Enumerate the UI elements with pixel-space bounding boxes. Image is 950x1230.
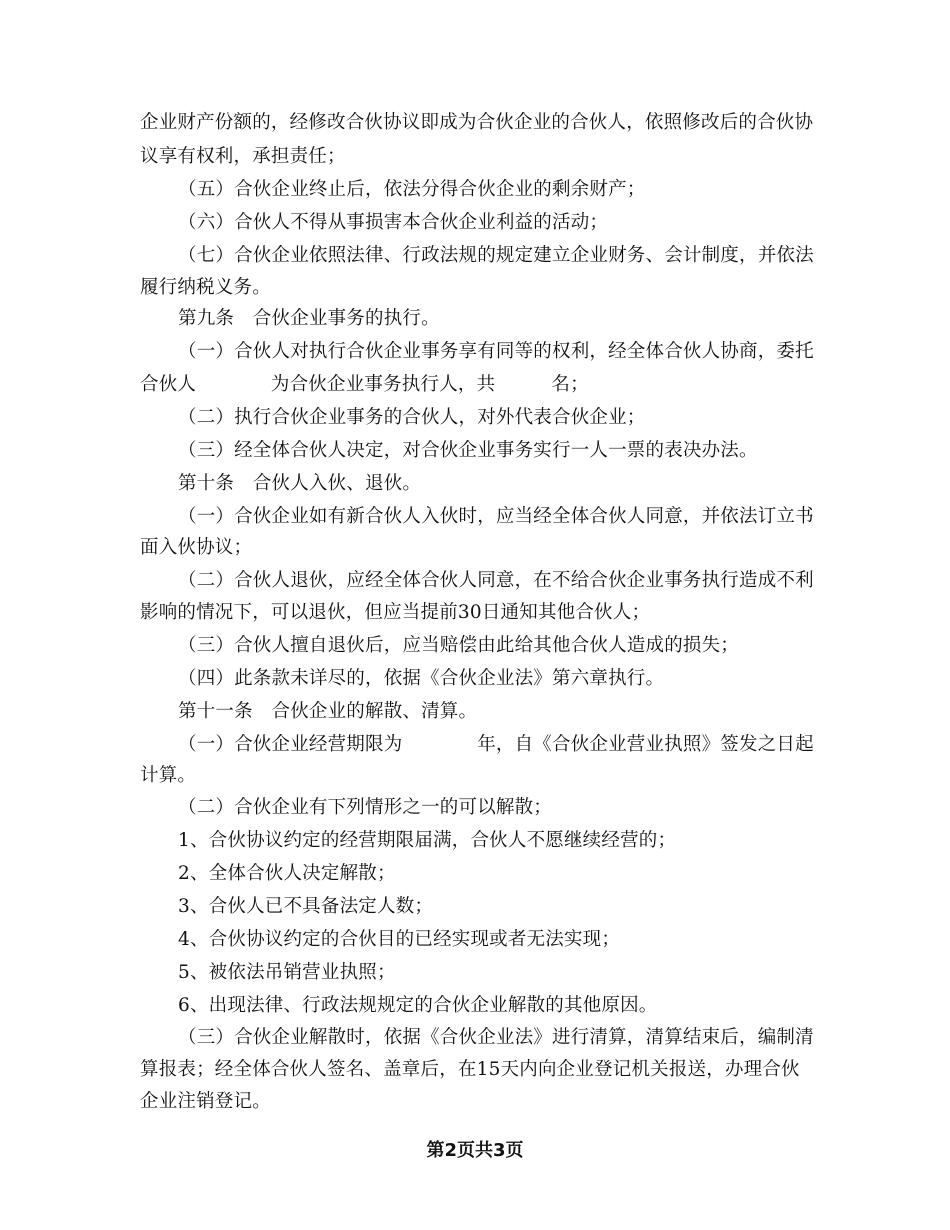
list-item: 4、合伙协议约定的合伙目的已经实现或者无法实现； xyxy=(178,929,621,950)
paragraph-line: 影响的情况下，可以退伙，但应当提前30日通知其他合伙人； xyxy=(140,602,651,623)
paragraph-line: （六）合伙人不得从事损害本合伙企业利益的活动； xyxy=(178,212,609,233)
paragraph-line: （七）合伙企业依照法律、行政法规的规定建立企业财务、会计制度，并依法 xyxy=(178,245,814,266)
paragraph-line: （一）合伙企业如有新合伙人入伙时，应当经全体合伙人同意，并依法订立书 xyxy=(178,506,814,527)
paragraph-line: 面入伙协议； xyxy=(140,537,253,558)
paragraph-line: 合伙人 为合伙企业事务执行人，共 名； xyxy=(140,374,589,395)
paragraph-line: （三）经全体合伙人决定，对合伙企业事务实行一人一票的表决办法。 xyxy=(178,440,758,461)
page-number-footer: 第2页共3页 xyxy=(426,1140,524,1161)
paragraph-line: 计算。 xyxy=(140,765,197,786)
paragraph-line: （四）此条款未详尽的，依据《合伙企业法》第六章执行。 xyxy=(178,668,665,689)
section-heading-9: 第九条 合伙企业事务的执行。 xyxy=(178,308,440,329)
list-item: 2、全体合伙人决定解散； xyxy=(178,863,396,884)
paragraph-line: （五）合伙企业终止后，依法分得合伙企业的剩余财产； xyxy=(178,179,646,200)
list-item: 6、出现法律、行政法规规定的合伙企业解散的其他原因。 xyxy=(178,995,658,1016)
paragraph-line: 履行纳税义务。 xyxy=(140,277,271,298)
paragraph-line: （三）合伙企业解散时，依据《合伙企业法》进行清算，清算结束后，编制清 xyxy=(178,1027,814,1048)
section-heading-10: 第十条 合伙人入伙、退伙。 xyxy=(178,473,422,494)
paragraph-line: （二）合伙企业有下列情形之一的可以解散； xyxy=(178,797,553,818)
paragraph-line: 议享有权利，承担责任； xyxy=(140,146,346,167)
paragraph-line: 企业财产份额的，经修改合伙协议即成为合伙企业的合伙人，依照修改后的合伙协 xyxy=(140,112,814,133)
paragraph-line: （一）合伙人对执行合伙企业事务享有同等的权利，经全体合伙人协商，委托 xyxy=(178,341,814,362)
paragraph-line: （一）合伙企业经营期限为 年，自《合伙企业营业执照》签发之日起 xyxy=(178,734,814,755)
list-item: 5、被依法吊销营业执照； xyxy=(178,962,396,983)
paragraph-line: 算报表；经全体合伙人签名、盖章后，在15天内向企业登记机关报送，办理合伙 xyxy=(140,1059,800,1080)
paragraph-line: （三）合伙人擅自退伙后，应当赔偿由此给其他合伙人造成的损失； xyxy=(178,635,740,656)
paragraph-line: （二）合伙人退伙，应经全体合伙人同意，在不给合伙企业事务执行造成不利 xyxy=(178,570,814,591)
paragraph-line: 企业注销登记。 xyxy=(140,1091,271,1112)
paragraph-line: （二）执行合伙企业事务的合伙人，对外代表合伙企业； xyxy=(178,407,646,428)
section-heading-11: 第十一条 合伙企业的解散、清算。 xyxy=(178,701,478,722)
list-item: 3、合伙人已不具备法定人数； xyxy=(178,896,434,917)
list-item: 1、合伙协议约定的经营期限届满，合伙人不愿继续经营的； xyxy=(178,830,677,851)
